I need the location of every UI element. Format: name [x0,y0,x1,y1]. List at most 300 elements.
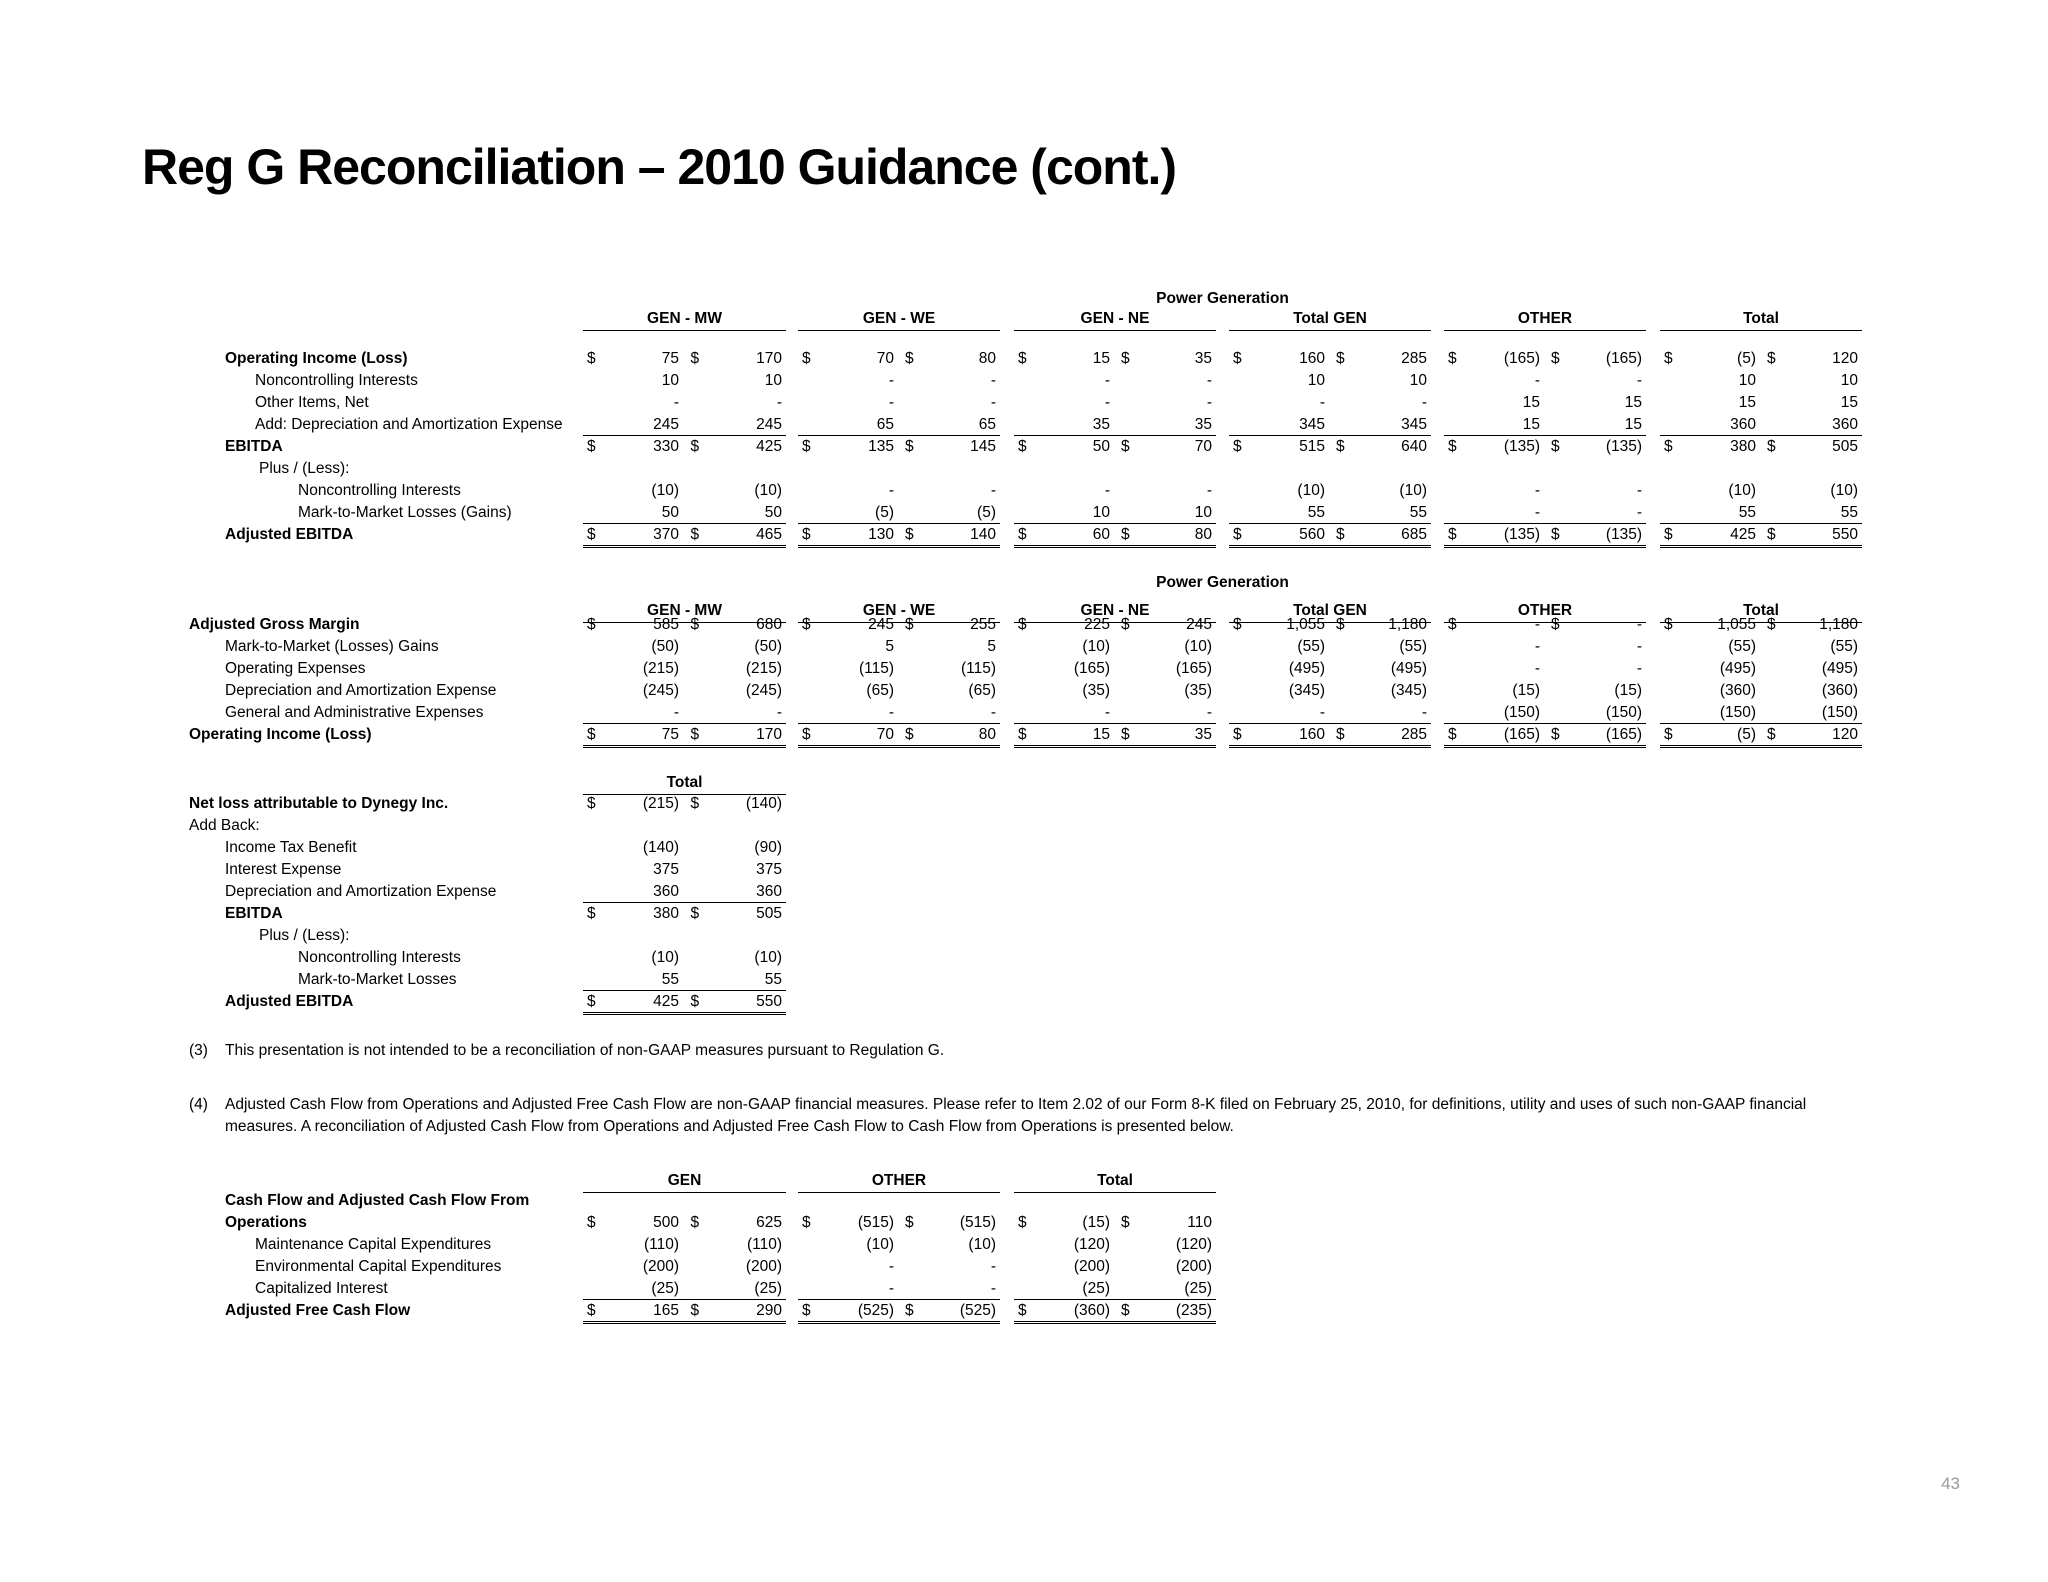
table-cell: 15 [1738,394,1756,411]
table-cell: - [1636,638,1642,655]
table-cell: 65 [876,416,894,433]
table-cell: 375 [756,861,782,878]
table-cell: 55 [764,971,782,988]
currency-symbol: $ [587,993,596,1010]
currency-symbol: $ [1551,616,1560,633]
table-cell: (200) [1073,1258,1110,1275]
row-label: Noncontrolling Interests [298,949,461,966]
table-cell: (55) [1728,638,1756,655]
table-cell: (25) [1082,1280,1110,1297]
currency-symbol: $ [1664,350,1673,367]
row-label: Mark-to-Market (Losses) Gains [225,638,439,655]
table-cell: 225 [1084,616,1110,633]
table-cell: (65) [866,682,894,699]
table-cell: 10 [661,372,679,389]
footnote-text: Adjusted Cash Flow from Operations and Adjusted Free Cash Flow are non-GAAP financial measures. Please refer to Item 2.02 of our Form 8-K filed on February 25, 2010, for definitions, utility and uses of such non-GAAP financial [225,1096,1807,1113]
table-cell: (200) [642,1258,679,1275]
table-cell: (140) [642,839,679,856]
row-label: Operating Income (Loss) [225,350,408,367]
table-cell: (25) [1184,1280,1212,1297]
table-cell: 360 [1730,416,1756,433]
table-cell: (115) [960,660,996,677]
table-cell: (345) [1288,682,1325,699]
currency-symbol: $ [1233,726,1242,743]
table-cell: (10) [1399,482,1427,499]
table-cell: 55 [1738,504,1756,521]
table-cell: - [888,482,894,499]
table-cell: (10) [968,1236,996,1253]
table-cell: (150) [1605,704,1642,721]
underline [1229,723,1431,724]
table-cell: 550 [1832,526,1858,543]
currency-symbol: $ [1018,616,1027,633]
currency-symbol: $ [1336,616,1345,633]
page-number: 43 [1941,1474,1960,1493]
underline [583,523,786,524]
table-cell: 35 [1194,416,1212,433]
table-cell: 15 [1522,394,1540,411]
column-header: OTHER [1517,602,1573,619]
column-header: GEN - NE [1080,602,1150,619]
table-cell: 10 [1840,372,1858,389]
row-label: Adjusted Gross Margin [189,616,360,633]
table-cell: - [1104,704,1110,721]
row-label: Operations [225,1214,307,1231]
currency-symbol: $ [1336,438,1345,455]
table-cell: 285 [1401,726,1427,743]
table-cell: - [1206,482,1212,499]
currency-symbol: $ [1767,350,1776,367]
table-cell: (50) [754,638,782,655]
table-cell: 35 [1092,416,1110,433]
table-cell: (215) [642,660,679,677]
row-label: Interest Expense [225,861,342,878]
table-cell: - [1104,394,1110,411]
table-cell: 55 [661,971,679,988]
table-cell: (525) [959,1302,996,1319]
table-cell: (235) [1175,1302,1212,1319]
underline [798,1299,1000,1300]
table-cell: (495) [1390,660,1427,677]
table-cell: - [1319,704,1325,721]
table-cell: - [673,394,679,411]
currency-symbol: $ [1121,1302,1130,1319]
column-header: GEN - MW [647,602,722,619]
row-label: Adjusted Free Cash Flow [225,1302,411,1319]
table-cell: 360 [1832,416,1858,433]
row-label: Other Items, Net [255,394,369,411]
footnote-text: measures. A reconciliation of Adjusted Cash Flow from Operations and Adjusted Free Cash Flow to Cash Flow from Operations is presented below. [225,1118,1234,1135]
table-cell: 55 [1409,504,1427,521]
table-cell: - [888,704,894,721]
currency-symbol: $ [1664,526,1673,543]
table-cell: (165) [1073,660,1110,677]
currency-symbol: $ [1121,616,1130,633]
table-cell: (200) [1175,1258,1212,1275]
table-cell: - [888,1280,894,1297]
double-underline [1660,545,1862,548]
table-cell: - [1534,660,1540,677]
table-cell: (15) [1082,1214,1110,1231]
table-cell: (15) [1512,682,1540,699]
currency-symbol: $ [690,905,700,922]
underline [1444,435,1646,436]
page-title: Reg G Reconciliation – 2010 Guidance (cont.) [142,139,1177,195]
underline [1014,435,1216,436]
table-cell: (345) [1390,682,1427,699]
table-cell: 10 [1409,372,1427,389]
table-cell: (150) [1821,704,1858,721]
table-cell: (360) [1719,682,1756,699]
table-cell: (135) [1605,438,1642,455]
column-header: GEN - WE [862,602,936,619]
table-cell: 120 [1832,726,1858,743]
currency-symbol: $ [1121,350,1130,367]
table-cell: 245 [868,616,894,633]
table-cell: - [1636,482,1642,499]
table-cell: (495) [1719,660,1756,677]
table-cell: 345 [1299,416,1325,433]
table-cell: 1,055 [1717,616,1756,633]
table-cell: (10) [1830,482,1858,499]
underline [583,330,786,331]
row-label: EBITDA [225,905,283,922]
table-cell: (215) [745,660,782,677]
row-label: Income Tax Benefit [225,839,357,856]
footnote-label: (4) [189,1096,208,1113]
table-cell: - [1104,482,1110,499]
table-cell: (360) [1821,682,1858,699]
currency-symbol: $ [802,1214,811,1231]
table-cell: 380 [1730,438,1756,455]
row-label: EBITDA [225,438,283,455]
underline [1660,523,1862,524]
currency-symbol: $ [1448,616,1457,633]
underline [1014,330,1216,331]
double-underline [583,745,786,748]
table-cell: 55 [1840,504,1858,521]
table-cell: (115) [858,660,894,677]
currency-symbol: $ [905,1214,914,1231]
table-cell: (360) [1073,1302,1110,1319]
table-cell: - [1206,372,1212,389]
table-cell: 625 [756,1214,782,1231]
table-cell: - [1636,660,1642,677]
table-cell: 80 [978,726,996,743]
underline [583,990,786,991]
table-cell: (65) [968,682,996,699]
underline [798,1192,1000,1193]
table-cell: (200) [745,1258,782,1275]
currency-symbol: $ [1448,526,1457,543]
table-cell: (215) [642,795,679,812]
table-cell: (135) [1503,526,1540,543]
underline [1014,523,1216,524]
table-cell: - [1421,704,1427,721]
column-header: Total [666,774,703,791]
underline [1660,330,1862,331]
table-cell: (5) [1737,350,1756,367]
table-cell: 550 [756,993,782,1010]
table-cell: - [1534,482,1540,499]
table-cell: 515 [1299,438,1325,455]
table-cell: - [1104,372,1110,389]
table-cell: (55) [1830,638,1858,655]
table-cell: 680 [756,616,782,633]
column-header: OTHER [871,1172,927,1189]
row-label: General and Administrative Expenses [225,704,484,721]
table-cell: - [990,704,996,721]
row-label: Capitalized Interest [255,1280,388,1297]
currency-symbol: $ [587,905,596,922]
table-cell: (515) [959,1214,996,1231]
table-cell: 170 [756,350,782,367]
table-cell: 640 [1401,438,1427,455]
underline [1660,723,1862,724]
table-cell: 285 [1401,350,1427,367]
currency-symbol: $ [587,795,596,812]
table-cell: - [1421,394,1427,411]
table-cell: 75 [661,350,679,367]
currency-symbol: $ [905,350,914,367]
column-header: Total GEN [1293,310,1367,327]
double-underline [583,545,786,548]
table-cell: 165 [653,1302,679,1319]
underline [583,723,786,724]
currency-symbol: $ [587,526,596,543]
currency-symbol: $ [905,616,914,633]
table-cell: (150) [1503,704,1540,721]
table-cell: 50 [1092,438,1110,455]
table-cell: (35) [1082,682,1110,699]
double-underline [1444,545,1646,548]
row-label: Depreciation and Amortization Expense [225,883,497,900]
currency-symbol: $ [690,438,700,455]
double-underline [798,745,1000,748]
currency-symbol: $ [1336,526,1345,543]
table-cell: 360 [653,883,679,900]
underline [583,1299,786,1300]
table-cell: - [990,1280,996,1297]
table-cell: - [776,394,782,411]
table-cell: - [1206,704,1212,721]
underline [583,1192,786,1193]
table-cell: 160 [1299,350,1325,367]
currency-symbol: $ [905,1302,914,1319]
column-header: Total [1743,310,1779,327]
table-cell: 425 [756,438,782,455]
table-cell: 465 [756,526,782,543]
double-underline [1014,545,1216,548]
currency-symbol: $ [1121,726,1130,743]
currency-symbol: $ [1551,726,1560,743]
table-cell: 245 [756,416,782,433]
table-cell: (245) [745,682,782,699]
row-label: Add Back: [189,817,260,834]
table-cell: - [1319,394,1325,411]
table-cell: 5 [885,638,894,655]
table-cell: - [990,1258,996,1275]
currency-symbol: $ [1767,726,1776,743]
table-cell: - [1206,394,1212,411]
table-cell: (165) [1605,726,1642,743]
table-cell: 1,180 [1819,616,1858,633]
underline [1229,330,1431,331]
currency-symbol: $ [1664,726,1673,743]
underline [583,902,786,903]
column-header: GEN - MW [647,310,722,327]
row-label: Adjusted EBITDA [225,993,354,1010]
group-header-power-generation: Power Generation [1156,290,1289,307]
table-cell: 360 [756,883,782,900]
currency-symbol: $ [690,726,700,743]
currency-symbol: $ [1336,726,1345,743]
row-label: Maintenance Capital Expenditures [255,1236,492,1253]
currency-symbol: $ [1336,350,1345,367]
column-header: Total [1743,602,1779,619]
currency-symbol: $ [1233,616,1242,633]
currency-symbol: $ [690,526,700,543]
table-cell: - [1534,616,1540,633]
table-cell: 585 [653,616,679,633]
currency-symbol: $ [690,350,700,367]
table-cell: 60 [1092,526,1110,543]
table-cell: 135 [868,438,894,455]
table-cell: 15 [1522,416,1540,433]
underline [798,330,1000,331]
currency-symbol: $ [1767,526,1776,543]
table-cell: (135) [1503,438,1540,455]
table-cell: (495) [1288,660,1325,677]
table-cell: (10) [1728,482,1756,499]
currency-symbol: $ [1121,438,1130,455]
table-cell: 110 [1187,1214,1212,1231]
table-cell: (140) [745,795,782,812]
currency-symbol: $ [587,1214,596,1231]
table-cell: 5 [987,638,996,655]
table-cell: (10) [651,482,679,499]
table-cell: (10) [1297,482,1325,499]
currency-symbol: $ [587,350,596,367]
double-underline [798,1321,1000,1324]
table-cell: (515) [857,1214,894,1231]
column-header: GEN [667,1172,702,1189]
table-cell: - [1636,504,1642,521]
table-cell: (135) [1605,526,1642,543]
column-header: GEN - NE [1080,310,1150,327]
table-cell: (165) [1605,350,1642,367]
currency-symbol: $ [1233,350,1242,367]
currency-symbol: $ [802,350,811,367]
group-header-power-generation: Power Generation [1156,574,1289,591]
table-cell: 290 [756,1302,782,1319]
currency-symbol: $ [587,438,596,455]
table-cell: 75 [661,726,679,743]
table-cell: - [888,1258,894,1275]
table-cell: 1,180 [1388,616,1427,633]
table-cell: - [888,394,894,411]
double-underline [1014,745,1216,748]
table-cell: - [1534,504,1540,521]
double-underline [1660,745,1862,748]
table-cell: 10 [1092,504,1110,521]
row-label: Adjusted EBITDA [225,526,354,543]
double-underline [583,1321,786,1324]
table-cell: 170 [756,726,782,743]
currency-symbol: $ [587,616,596,633]
row-label: Mark-to-Market Losses (Gains) [298,504,512,521]
table-cell: (5) [977,504,996,521]
currency-symbol: $ [1767,616,1776,633]
double-underline [1014,1321,1216,1324]
underline [1014,1192,1216,1193]
table-cell: (165) [1503,726,1540,743]
currency-symbol: $ [1664,438,1673,455]
currency-symbol: $ [1018,438,1027,455]
currency-symbol: $ [1233,526,1242,543]
table-cell: 145 [970,438,996,455]
table-cell: (150) [1719,704,1756,721]
table-cell: (5) [875,504,894,521]
currency-symbol: $ [1018,726,1027,743]
table-cell: 80 [978,350,996,367]
underline [1660,435,1862,436]
table-cell: 130 [868,526,894,543]
table-cell: 50 [661,504,679,521]
table-cell: 370 [653,526,679,543]
table-cell: 505 [756,905,782,922]
column-header: Total [1097,1172,1133,1189]
currency-symbol: $ [802,526,811,543]
currency-symbol: $ [802,726,811,743]
table-cell: 55 [1307,504,1325,521]
table-cell: 245 [653,416,679,433]
table-cell: (90) [754,839,782,856]
table-cell: 425 [1730,526,1756,543]
table-cell: - [990,394,996,411]
table-cell: (25) [754,1280,782,1297]
row-label: Operating Expenses [225,660,366,677]
table-cell: 560 [1299,526,1325,543]
table-cell: (10) [1082,638,1110,655]
underline [1444,523,1646,524]
table-cell: 375 [653,861,679,878]
row-label: Depreciation and Amortization Expense [225,682,497,699]
table-cell: (110) [643,1236,679,1253]
currency-symbol: $ [1448,350,1457,367]
currency-symbol: $ [1121,526,1130,543]
underline [1444,330,1646,331]
table-cell: (10) [866,1236,894,1253]
table-cell: 70 [876,350,894,367]
footnote-label: (3) [189,1042,208,1059]
currency-symbol: $ [905,526,914,543]
currency-symbol: $ [1551,438,1560,455]
table-cell: 10 [1307,372,1325,389]
currency-symbol: $ [802,616,811,633]
table-cell: 15 [1092,726,1110,743]
table-cell: (245) [642,682,679,699]
currency-symbol: $ [1018,1214,1027,1231]
row-label: Net loss attributable to Dynegy Inc. [189,795,449,812]
table-cell: 10 [1194,504,1212,521]
underline [798,435,1000,436]
currency-symbol: $ [1767,438,1776,455]
table-cell: 80 [1194,526,1212,543]
table-cell: 255 [970,616,996,633]
table-cell: 10 [1738,372,1756,389]
table-cell: - [1534,638,1540,655]
